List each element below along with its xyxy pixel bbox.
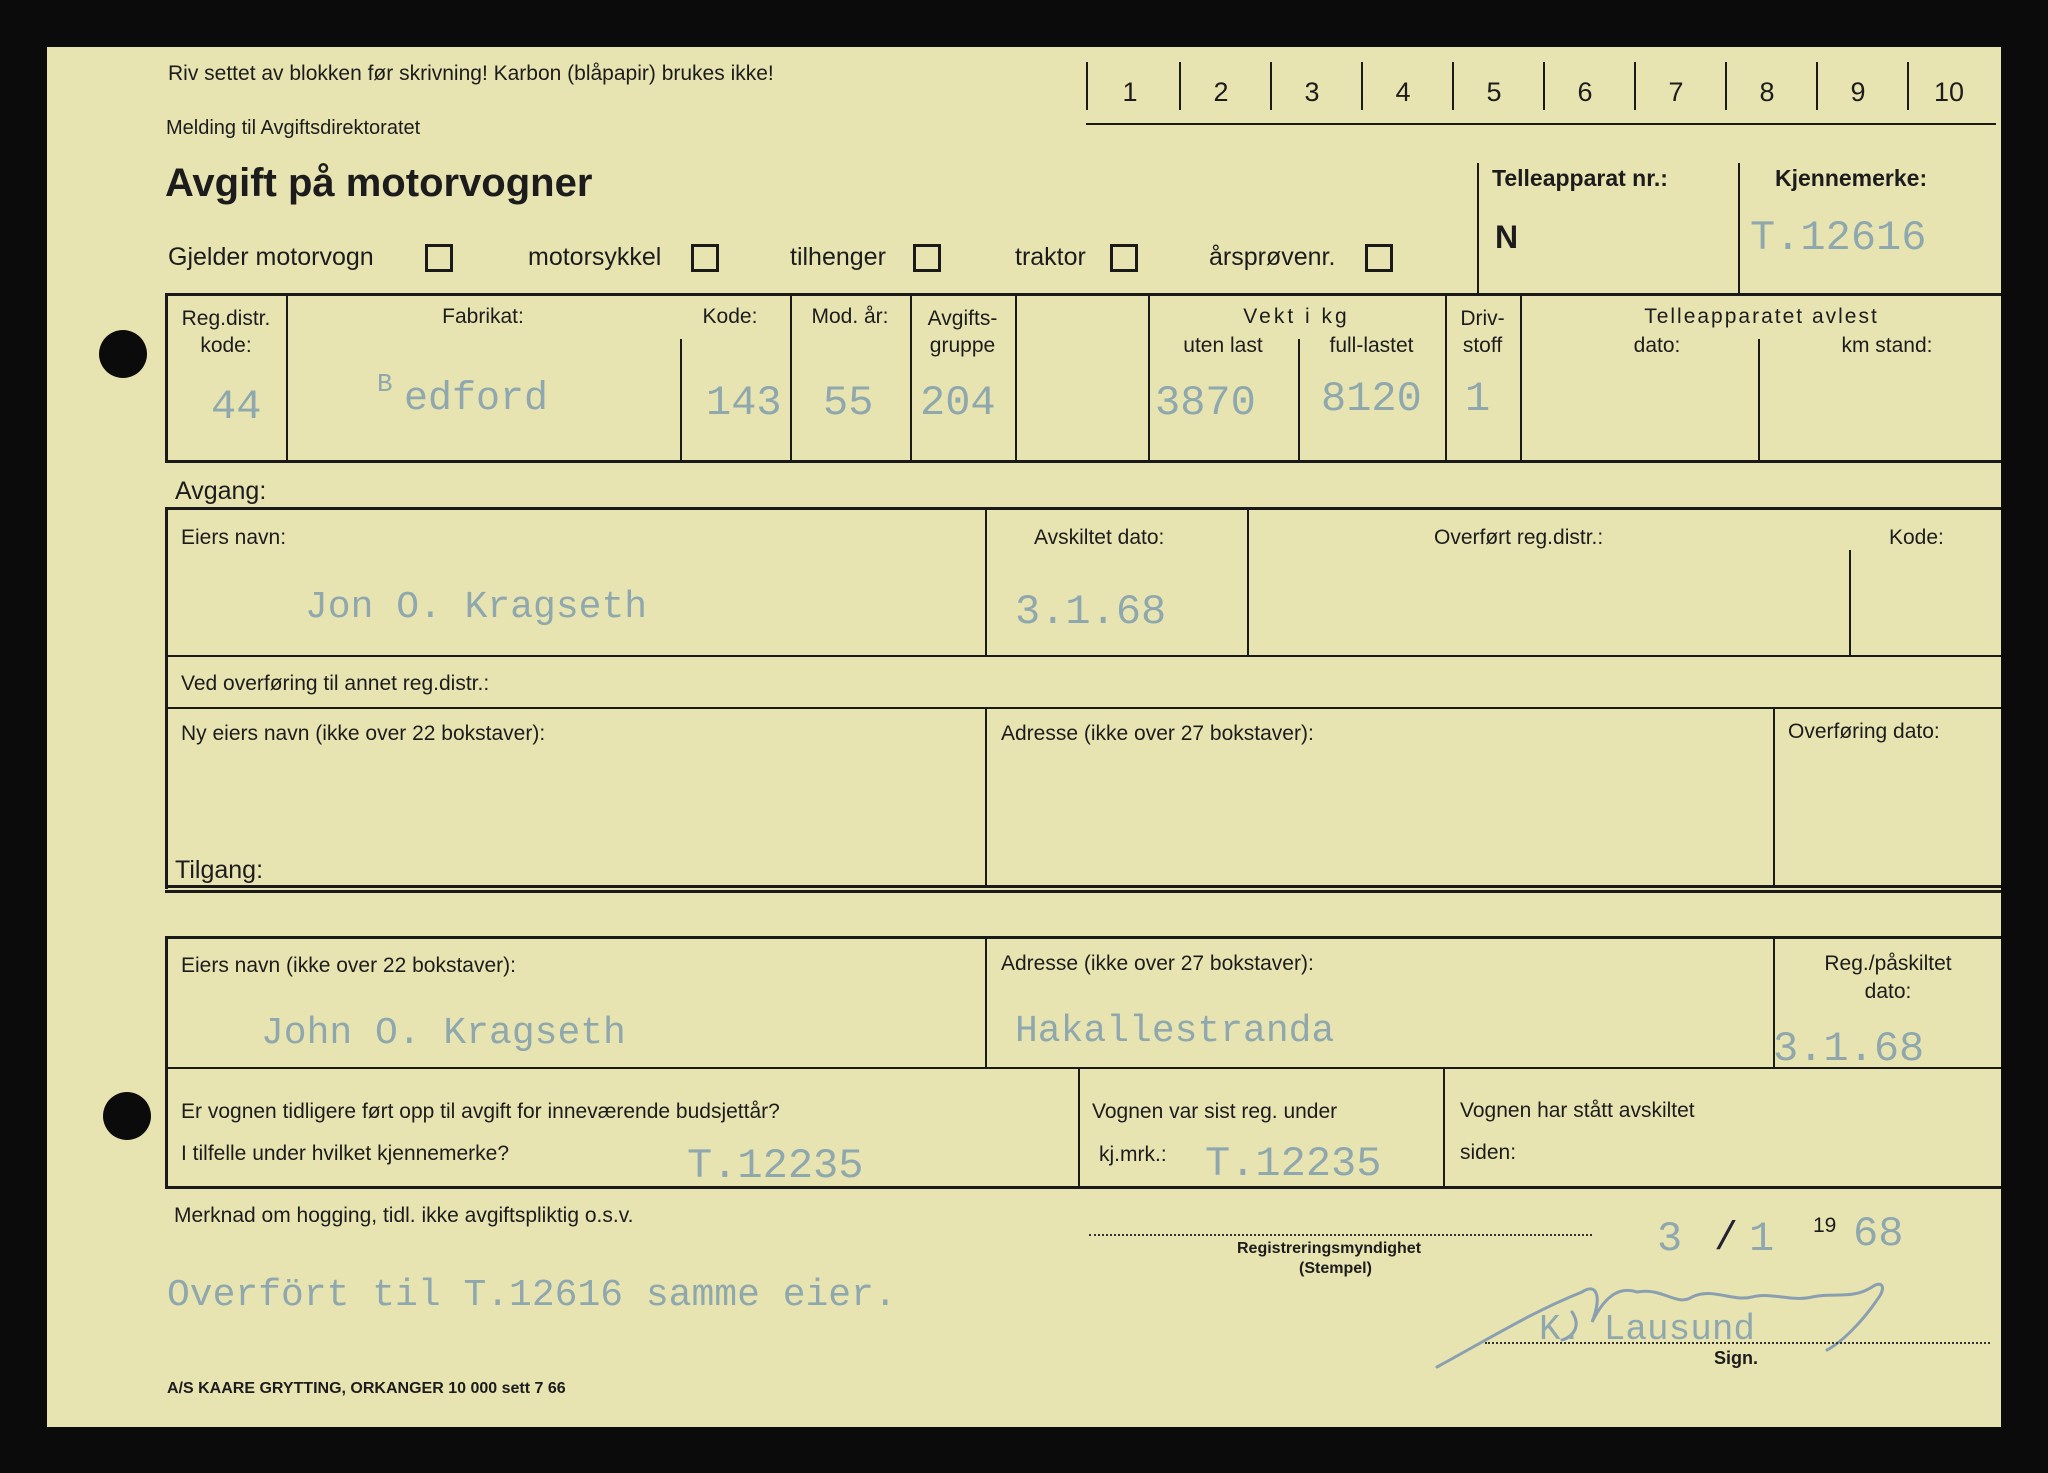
column-number-2: 2	[1213, 77, 1229, 107]
date-year: 68	[1853, 1210, 1904, 1258]
fabrikat-label: Fabrikat:	[442, 305, 524, 328]
regpaskiltet-label: Reg./påskiltet dato:	[1824, 952, 1952, 1003]
avskiltet-dato-value: 3.1.68	[1015, 588, 1167, 636]
avlest-km-label: km stand:	[1841, 334, 1933, 357]
vekt-label: Vekt i kg	[1243, 305, 1350, 328]
full-lastet-value: 8120	[1321, 375, 1422, 423]
punch-hole-bottom	[103, 1092, 151, 1140]
date-slash: /	[1714, 1217, 1739, 1262]
tilgang-adresse-label: Adresse (ikke over 27 bokstaver):	[1001, 952, 1314, 975]
telleapparat-value: N	[1495, 219, 1519, 255]
kode-label: Kode:	[702, 305, 758, 328]
telleapparat-label: Telleapparat nr.:	[1492, 165, 1668, 191]
avskiltet-dato-label: Avskiltet dato:	[1034, 526, 1165, 549]
tilgang-eiers-navn-value: John O. Kragseth	[261, 1012, 626, 1055]
fabrikat-value-rest: edford	[404, 377, 549, 422]
gjelder-motorvogn-label: Gjelder motorvogn	[168, 243, 374, 271]
column-number-8: 8	[1759, 77, 1775, 107]
date-day: 3	[1657, 1215, 1683, 1263]
merknad-value: Overfört til T.12616 samme eier.	[167, 1274, 897, 1317]
column-number-10: 10	[1933, 77, 1965, 107]
modar-value: 55	[823, 379, 874, 427]
avskiltet-siden-label-1: Vognen har stått avskiltet	[1460, 1099, 1695, 1122]
column-number-5: 5	[1486, 77, 1502, 107]
date-century: 19	[1813, 1214, 1837, 1237]
tidligere-label-1: Er vognen tidligere ført opp til avgift for inneværende budsjettår?	[181, 1100, 780, 1123]
tidligere-value: T.12235	[687, 1142, 864, 1190]
regdistr-value: 44	[211, 383, 262, 431]
arsprovenr-label: årsprøvenr.	[1209, 243, 1336, 271]
avgang-adresse-label: Adresse (ikke over 27 bokstaver):	[1001, 722, 1314, 745]
form-title: Avgift på motorvogner	[165, 161, 593, 205]
avgiftsgruppe-label: Avgifts- gruppe	[927, 307, 998, 357]
avgang-label: Avgang:	[175, 477, 267, 505]
printer-label: A/S KAARE GRYTTING, ORKANGER 10 000 sett 7 66	[167, 1380, 566, 1397]
tilgang-eiers-navn-label: Eiers navn (ikke over 22 bokstaver):	[181, 954, 516, 977]
tidligere-label-2: I tilfelle under hvilket kjennemerke?	[181, 1142, 510, 1165]
column-number-3: 3	[1304, 77, 1320, 107]
drivstoff-label: Driv- stoff	[1460, 307, 1505, 357]
tilhenger-label: tilhenger	[790, 243, 886, 271]
stamp-line	[1089, 1234, 1592, 1236]
overfort-regdistr-label: Overført reg.distr.:	[1434, 526, 1604, 549]
sign-label: Sign.	[1714, 1348, 1758, 1368]
column-number-6: 6	[1577, 77, 1593, 107]
overforing-dato-label: Overføring dato:	[1788, 720, 1940, 743]
ny-eiers-navn-label: Ny eiers navn (ikke over 22 bokstaver):	[181, 722, 546, 745]
column-number-7: 7	[1668, 77, 1684, 107]
sist-reg-label-1: Vognen var sist reg. under	[1092, 1100, 1338, 1123]
tilgang-label: Tilgang:	[175, 856, 264, 884]
motorvogn-checkbox[interactable]	[425, 244, 453, 272]
signer-name: K. Lausund	[1539, 1309, 1756, 1350]
fabrikat-value-initial: B	[377, 369, 393, 399]
modar-label: Mod. år:	[811, 305, 889, 328]
traktor-label: traktor	[1015, 243, 1086, 271]
column-number-1: 1	[1122, 77, 1138, 107]
date-month: 1	[1749, 1215, 1775, 1263]
avgang-kode-label: Kode:	[1889, 526, 1944, 549]
instruction-text: Riv settet av blokken før skrivning! Karbon (blåpapir) brukes ikke!	[168, 62, 774, 85]
punch-hole-top	[99, 330, 147, 378]
avgang-eiers-navn-label: Eiers navn:	[181, 526, 287, 549]
avgiftsgruppe-value: 204	[920, 379, 996, 427]
stempel-label: (Stempel)	[1299, 1260, 1372, 1277]
avlest-dato-label: dato:	[1633, 334, 1681, 357]
tilhenger-checkbox[interactable]	[913, 244, 941, 272]
telleapparat-avlest-label: Telleapparatet avlest	[1644, 305, 1879, 328]
avskiltet-siden-label-2: siden:	[1460, 1141, 1517, 1164]
full-lastet-label: full-lastet	[1329, 334, 1414, 357]
tilgang-adresse-value: Hakallestranda	[1015, 1010, 1335, 1053]
drivstoff-value: 1	[1465, 375, 1491, 423]
sist-reg-label-2: kj.mrk.:	[1099, 1143, 1167, 1166]
regdistr-label: Reg.distr. kode:	[181, 307, 271, 357]
tax-form-sheet	[47, 47, 2001, 1427]
uten-last-label: uten last	[1183, 334, 1263, 357]
sist-reg-value: T.12235	[1205, 1140, 1382, 1188]
motorsykkel-checkbox[interactable]	[691, 244, 719, 272]
arsprovenr-checkbox[interactable]	[1365, 244, 1393, 272]
regpaskiltet-value: 3.1.68	[1773, 1025, 1925, 1073]
signature-line	[1485, 1342, 1990, 1344]
column-number-4: 4	[1395, 77, 1411, 107]
motorsykkel-label: motorsykkel	[528, 243, 662, 271]
kjennemerke-label: Kjennemerke:	[1775, 165, 1928, 191]
traktor-checkbox[interactable]	[1110, 244, 1138, 272]
ved-overforing-label: Ved overføring til annet reg.distr.:	[181, 672, 490, 695]
addressee-text: Melding til Avgiftsdirektoratet	[166, 117, 421, 139]
registreringsmyndighet-label: Registreringsmyndighet	[1237, 1240, 1422, 1257]
kjennemerke-value: T.12616	[1750, 214, 1927, 262]
avgang-eiers-navn-value: Jon O. Kragseth	[305, 586, 648, 629]
merknad-label: Merknad om hogging, tidl. ikke avgiftspliktig o.s.v.	[174, 1204, 634, 1227]
uten-last-value: 3870	[1155, 379, 1256, 427]
kode-value: 143	[706, 379, 782, 427]
column-number-9: 9	[1850, 77, 1866, 107]
